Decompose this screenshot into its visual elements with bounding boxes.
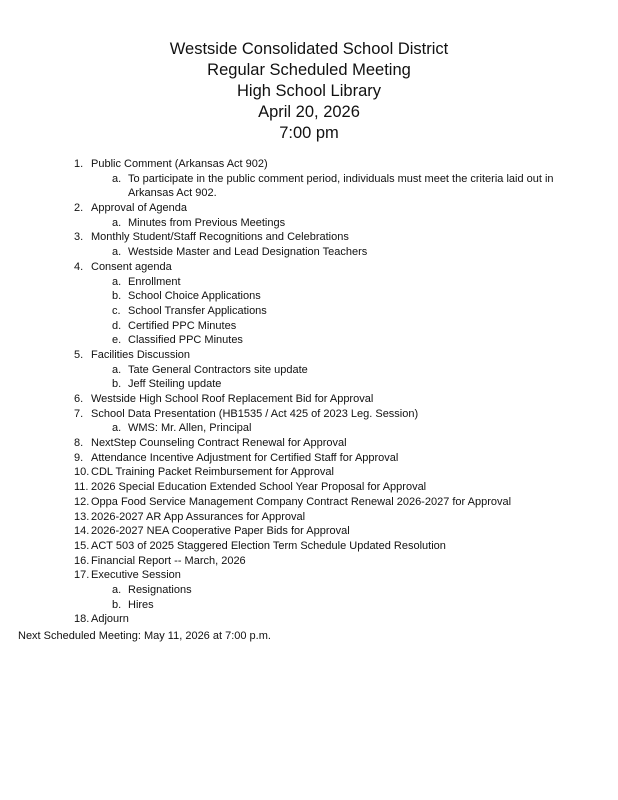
agenda-subitem [0,363,618,378]
agenda-item [0,348,618,363]
item-number: c. [112,304,121,317]
item-text: School Choice Applications [128,290,261,303]
item-number: 12. [74,495,90,508]
agenda-subitem [0,289,618,304]
item-number: 5. [74,348,84,361]
item-number: 2. [74,202,84,215]
item-text: CDL Training Packet Reimbursement for Approval [91,466,334,479]
item-text: Consent agenda [91,260,172,273]
item-number: a. [112,422,122,435]
item-number: 10. [74,466,90,479]
item-number: 3. [74,231,84,244]
meeting-time: 7:00 pm [279,124,339,142]
item-number: 4. [74,260,84,273]
agenda-item [0,495,618,510]
agenda-item [0,465,618,480]
agenda-item [0,480,618,495]
meeting-date: April 20, 2026 [258,103,360,121]
agenda-item [0,554,618,569]
agenda-item [0,568,618,583]
agenda-subitem [0,377,618,392]
item-number: a. [112,216,122,229]
agenda-item [0,524,618,539]
item-text: Resignations [128,583,192,596]
meeting-type: Regular Scheduled Meeting [207,61,411,79]
item-number: 6. [74,393,84,405]
item-number: a. [112,583,122,596]
next-meeting: Next Scheduled Meeting: May 11, 2026 at 7:00 p.m. [18,630,271,642]
item-text: Executive Session [91,569,181,582]
item-text: To participate in the public comment period, individuals must meet the criteria laid out in [128,172,554,185]
item-number: a. [112,363,122,376]
item-text: Arkansas Act 902. [128,187,217,200]
item-text: Oppa Food Service Management Company Contract Renewal 2026-2027 for Approval [91,495,512,508]
agenda-subitem [0,216,618,231]
agenda-subitem [0,598,618,613]
item-number: a. [112,172,122,185]
item-text: Financial Report -- March, 2026 [91,554,246,567]
item-text: Tate General Contractors site update [128,363,308,376]
item-text: Minutes from Previous Meetings [128,216,286,229]
item-text: Hires [128,598,154,611]
item-text: Approval of Agenda [91,202,188,215]
agenda-item [0,407,618,422]
agenda-item [0,451,618,466]
agenda-item [0,260,618,275]
item-number: 14. [74,525,90,538]
agenda-subitem [0,172,618,187]
item-text: ACT 503 of 2025 Staggered Election Term Schedule Updated Resolution [91,539,446,552]
item-text: Enrollment [128,275,181,288]
item-number: 13. [74,510,90,523]
item-number: 7. [74,407,84,420]
item-text: Westside Master and Lead Designation Teachers [128,246,368,259]
agenda-subitem-continuation [0,186,618,201]
item-text: WMS: Mr. Allen, Principal [128,422,252,435]
item-number: b. [112,598,122,611]
item-text: 2026-2027 AR App Assurances for Approval [91,510,306,523]
item-number: a. [112,275,122,288]
item-text: Adjourn [91,613,129,626]
agenda-item [0,510,618,525]
item-text: 2026-2027 NEA Cooperative Paper Bids for Approval [91,525,350,538]
item-number: 15. [74,539,90,552]
agenda-subitem [0,319,618,334]
item-text: Facilities Discussion [91,348,191,361]
item-number: 18. [74,613,90,626]
agenda-item [0,539,618,554]
item-number: b. [112,378,122,391]
item-number: 8. [74,437,84,450]
item-text: Public Comment (Arkansas Act 902) [91,158,268,170]
item-text: School Transfer Applications [128,304,267,317]
item-text: Certified PPC Minutes [128,319,237,332]
item-text: Monthly Student/Staff Recognitions and Celebrations [91,231,349,244]
agenda-subitem [0,304,618,319]
agenda-item [0,612,618,627]
agenda-item [0,392,618,407]
item-number: 16. [74,554,90,567]
item-text: Westside High School Roof Replacement Bid for Approval [91,393,374,405]
item-text: Attendance Incentive Adjustment for Certified Staff for Approval [91,451,399,464]
agenda-item [0,230,618,245]
agenda-subitem [0,421,618,436]
meeting-location: High School Library [237,82,381,100]
agenda-item [0,436,618,451]
agenda-subitem [0,333,618,348]
item-text: Jeff Steiling update [128,378,222,391]
agenda-subitem [0,583,618,598]
item-text: Classified PPC Minutes [128,334,243,347]
agenda-item [0,201,618,216]
agenda-list [0,157,618,627]
agenda-subitem [0,275,618,290]
item-number: 11. [74,481,89,494]
item-number: 9. [74,451,84,464]
agenda-item [0,157,618,172]
item-text: NextStep Counseling Contract Renewal for Approval [91,437,347,450]
item-number: 1. [74,158,84,170]
item-number: e. [112,334,122,347]
item-text: School Data Presentation (HB1535 / Act 425 of 2023 Leg. Session) [91,407,419,420]
document-header [0,39,618,144]
item-number: a. [112,246,122,259]
item-number: 17. [74,569,90,582]
agenda-subitem [0,245,618,260]
item-text: 2026 Special Education Extended School Year Proposal for Approval [91,481,427,494]
district-name: Westside Consolidated School District [169,40,449,58]
item-number: b. [112,290,122,303]
item-number: d. [112,319,122,332]
